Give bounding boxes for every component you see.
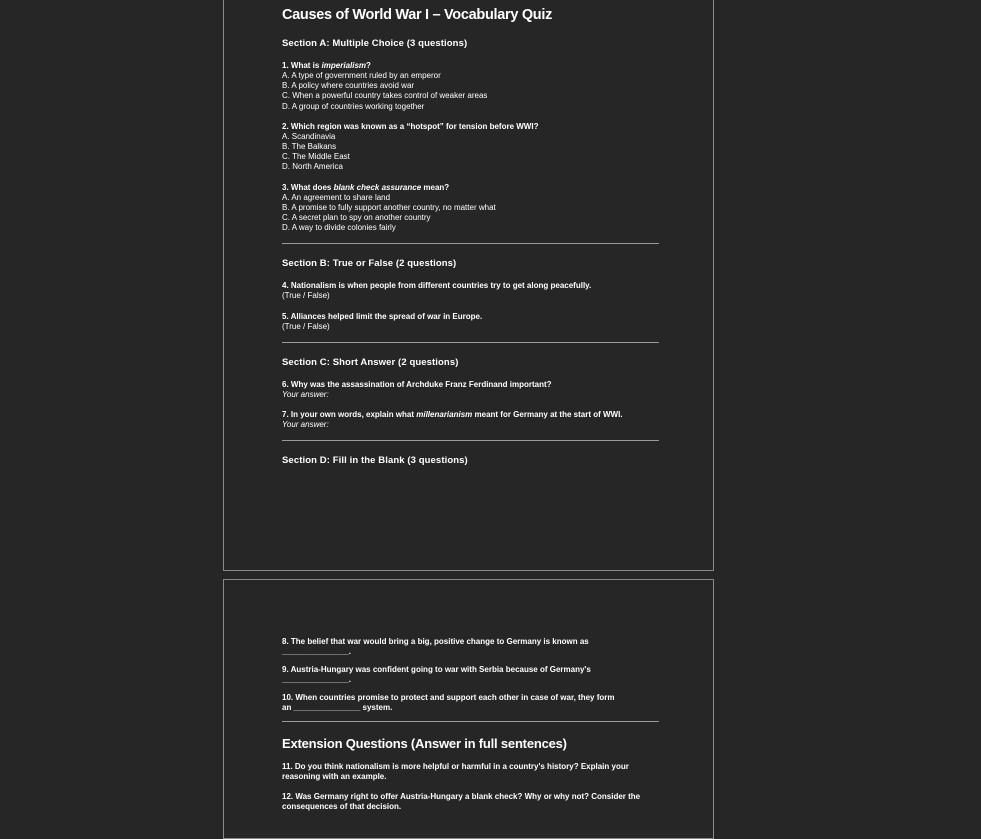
question-8-text: 8. The belief that war would bring a big, positive change to Germany is known as xyxy=(282,637,589,646)
question-5-hint: (True / False) xyxy=(282,321,330,331)
question-7-suffix: meant for Germany at the start of WWI. xyxy=(472,409,623,419)
question-7-text xyxy=(282,410,659,420)
question-11 xyxy=(282,762,659,782)
question-9-blank: _______________. xyxy=(282,674,351,684)
question-1 xyxy=(282,61,659,112)
question-5-text: 5. Alliances helped limit the spread of war in Europe. xyxy=(282,311,483,321)
section-divider xyxy=(282,440,659,441)
option: B. The Balkans xyxy=(282,142,337,152)
question-1-text xyxy=(282,61,659,71)
document-page-1 xyxy=(223,0,714,571)
option: C. A secret plan to spy on another country xyxy=(282,213,431,223)
page-1-content xyxy=(282,6,659,478)
question-12 xyxy=(282,792,659,812)
question-2 xyxy=(282,122,659,173)
question-4-text: 4. Nationalism is when people from different countries try to get along peacefully. xyxy=(282,281,592,291)
option: D. North America xyxy=(282,162,343,172)
question-5 xyxy=(282,312,659,332)
question-10-text: 10. When countries promise to protect and support each other in case of war, they form xyxy=(282,693,615,702)
question-7-term: millenarianism xyxy=(416,409,473,419)
question-10-blank: an _______________ system. xyxy=(282,702,393,712)
section-b-heading: Section B: True or False (2 questions) xyxy=(282,258,457,270)
question-3-term: blank check assurance xyxy=(333,182,422,192)
section-d-heading: Section D: Fill in the Blank (3 questions) xyxy=(282,454,468,466)
question-3-prefix: 3. What does xyxy=(282,182,334,192)
option: A. A type of government ruled by an emperor xyxy=(282,71,441,80)
question-9-text: 9. Austria-Hungary was confident going to war with Serbia because of Germany's xyxy=(282,665,591,674)
page-2-content xyxy=(282,637,659,822)
option: C. The Middle East xyxy=(282,152,350,162)
option: C. When a powerful country takes control of weaker areas xyxy=(282,91,488,101)
extension-heading: Extension Questions (Answer in full sentences) xyxy=(282,736,567,751)
option: A. Scandinavia xyxy=(282,131,336,141)
question-10 xyxy=(282,693,659,712)
option: B. A policy where countries avoid war xyxy=(282,81,415,91)
question-7 xyxy=(282,410,659,430)
option: A. An agreement to share land xyxy=(282,192,391,202)
option: B. A promise to fully support another country, no matter what xyxy=(282,202,496,212)
question-6-answer-label: Your answer: xyxy=(282,389,329,399)
question-6 xyxy=(282,380,659,400)
question-8-blank: _______________. xyxy=(282,646,351,656)
question-1-prefix: 1. What is xyxy=(282,61,322,70)
question-12-text: 12. Was Germany right to offer Austria-Hungary a blank check? Why or why not? Consider the consequences of that decision. xyxy=(282,792,641,811)
question-9 xyxy=(282,665,659,684)
option: D. A group of countries working together xyxy=(282,101,425,111)
question-8 xyxy=(282,637,659,656)
question-3 xyxy=(282,183,659,234)
question-3-suffix: mean? xyxy=(421,182,450,192)
question-7-prefix: 7. In your own words, explain what xyxy=(282,409,417,419)
document-page-2 xyxy=(223,579,714,839)
section-c-heading: Section C: Short Answer (2 questions) xyxy=(282,356,459,368)
question-4-hint: (True / False) xyxy=(282,291,330,301)
section-a-heading: Section A: Multiple Choice (3 questions) xyxy=(282,38,468,49)
question-1-term: imperialism xyxy=(321,61,367,70)
question-3-text xyxy=(282,183,659,193)
section-divider xyxy=(282,243,659,244)
question-1-suffix: ? xyxy=(366,61,371,70)
quiz-title: Causes of World War I – Vocabulary Quiz xyxy=(282,7,553,23)
section-divider xyxy=(282,342,659,343)
question-4 xyxy=(282,281,659,301)
question-6-text: 6. Why was the assassination of Archduke Franz Ferdinand important? xyxy=(282,379,552,389)
question-11-text: 11. Do you think nationalism is more helpful or harmful in a country's history? Explain your reasoning with an example. xyxy=(282,762,629,781)
question-2-text: 2. Which region was known as a “hotspot” for tension before WWI? xyxy=(282,121,539,131)
option: D. A way to divide colonies fairly xyxy=(282,223,396,233)
section-divider xyxy=(282,721,659,722)
question-7-answer-label: Your answer: xyxy=(282,419,329,429)
